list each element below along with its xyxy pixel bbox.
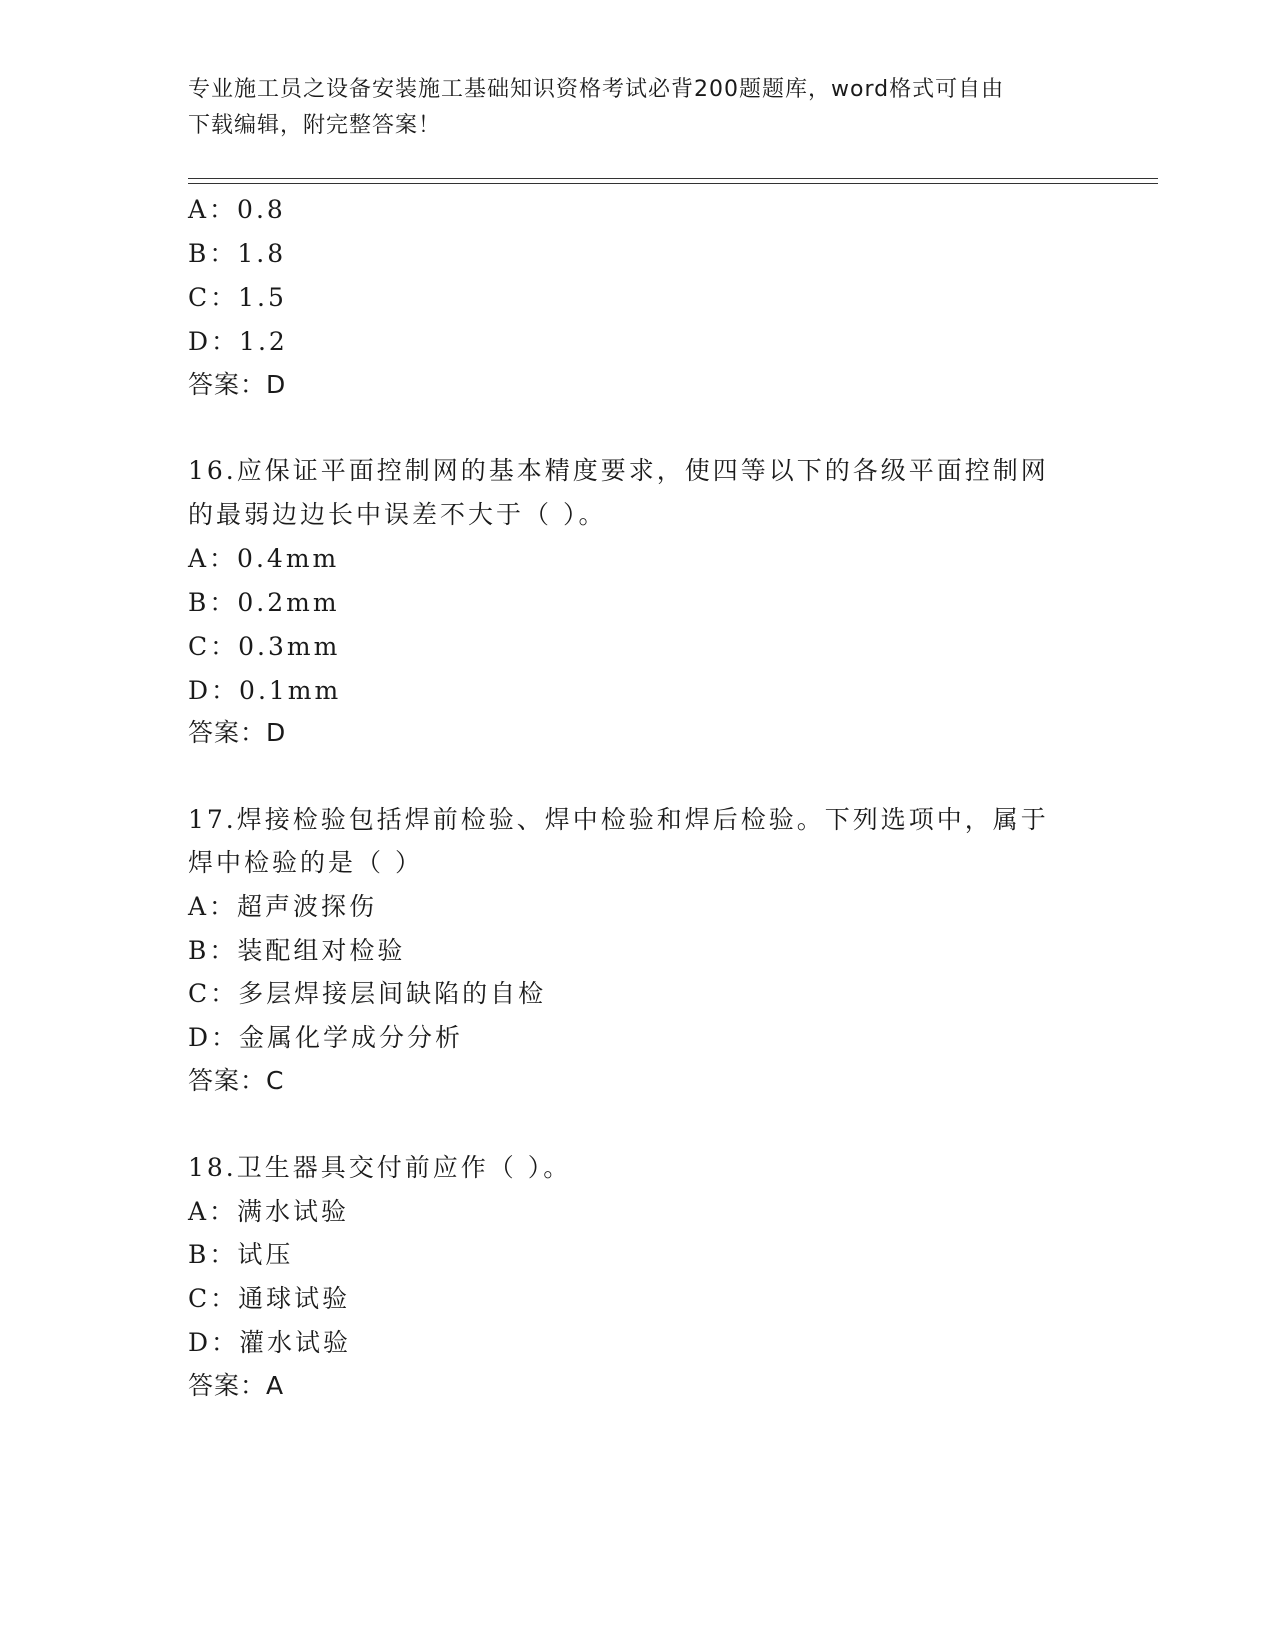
q18-answer: 答案：A [188, 1371, 285, 1400]
q17-option-d: D：金属化学成分分析 [188, 1023, 464, 1052]
q15-answer: 答案：D [188, 370, 287, 399]
q15-option-b: B：1.8 [188, 239, 287, 268]
q17-option-c: C：多层焊接层间缺陷的自检 [188, 979, 547, 1008]
q17-stem-line-1: 17.焊接检验包括焊前检验、焊中检验和焊后检验。下列选项中，属于 [188, 805, 1049, 834]
q16-stem-line-2: 的最弱边边长中误差不大于（ ）。 [188, 500, 607, 529]
q16-answer: 答案：D [188, 718, 287, 747]
q16-option-b: B：0.2mm [188, 588, 340, 617]
header-divider-top [188, 178, 1158, 179]
header-divider-bottom [188, 183, 1158, 184]
q18-option-c: C：通球试验 [188, 1284, 351, 1313]
q18-option-d: D：灌水试验 [188, 1328, 352, 1357]
header-line-2: 下载编辑，附完整答案！ [188, 113, 442, 138]
q16-option-d: D：0.1mm [188, 676, 342, 705]
q15-option-c: C：1.5 [188, 283, 287, 312]
q17-stem-line-2: 焊中检验的是（ ） [188, 848, 423, 877]
q18-stem-line-1: 18.卫生器具交付前应作（ ）。 [188, 1153, 572, 1182]
header-line-1: 专业施工员之设备安装施工基础知识资格考试必背200题题库，word格式可自由 [188, 77, 1005, 102]
q17-answer: 答案：C [188, 1066, 285, 1095]
q16-option-c: C：0.3mm [188, 632, 341, 661]
document-header [188, 72, 1088, 144]
q16-stem-line-1: 16.应保证平面控制网的基本精度要求，使四等以下的各级平面控制网 [188, 456, 1049, 485]
q15-option-a: A：0.8 [188, 195, 286, 224]
q16-option-a: A：0.4mm [188, 544, 340, 573]
q17-option-a: A：超声波探伤 [188, 892, 378, 921]
q18-option-a: A：满水试验 [188, 1197, 350, 1226]
q17-option-b: B：装配组对检验 [188, 936, 406, 965]
q18-option-b: B：试压 [188, 1240, 294, 1269]
q15-option-d: D：1.2 [188, 327, 288, 356]
